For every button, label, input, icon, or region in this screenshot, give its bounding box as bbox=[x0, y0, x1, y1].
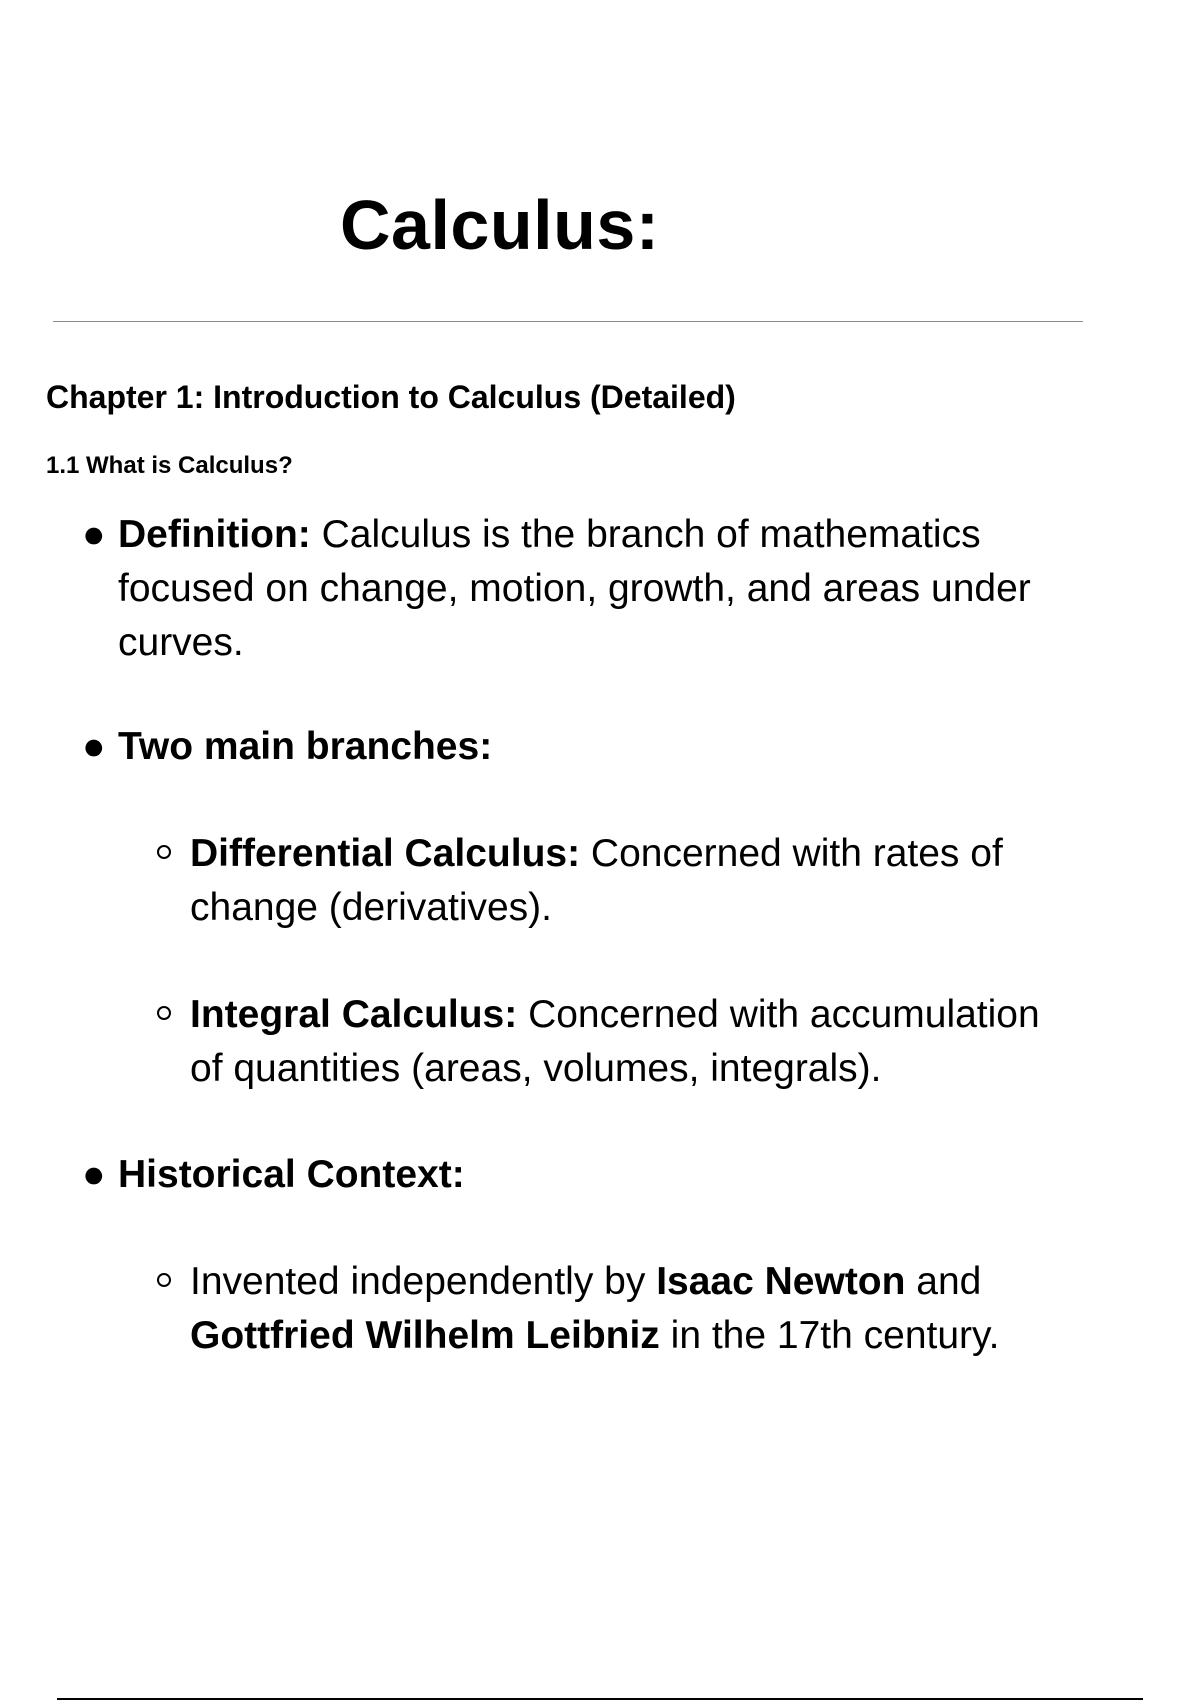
chapter-heading: Chapter 1: Introduction to Calculus (Detailed) bbox=[46, 379, 736, 415]
document-title: Calculus: bbox=[340, 186, 660, 264]
branches-label: Two main branches: bbox=[118, 725, 493, 768]
integral-text: Concerned with accumulation of quantities (areas, volumes, integrals). bbox=[190, 993, 1040, 1090]
invented-text-before: Invented independently by bbox=[190, 1260, 657, 1303]
section-heading: 1.1 What is Calculus? bbox=[46, 452, 293, 479]
list-item-branches bbox=[82, 720, 1078, 774]
integral-label: Integral Calculus: bbox=[190, 993, 518, 1036]
definition-label: Definition: bbox=[118, 513, 311, 556]
bullet-icon: ● bbox=[82, 513, 106, 556]
hollow-bullet-icon bbox=[157, 1006, 171, 1020]
bullet-icon: ● bbox=[82, 725, 106, 768]
hollow-bullet-icon bbox=[157, 845, 171, 859]
list-item-definition bbox=[82, 508, 1078, 670]
list-item-integral bbox=[190, 988, 1080, 1096]
history-label: Historical Context: bbox=[118, 1153, 465, 1196]
title-divider bbox=[53, 321, 1083, 322]
differential-text: Concerned with rates of change (derivatives). bbox=[190, 832, 1003, 929]
bullet-icon: ● bbox=[82, 1153, 106, 1196]
invented-text-after: in the 17th century. bbox=[659, 1314, 1000, 1357]
list-item-history bbox=[82, 1148, 1078, 1202]
newton-name: Isaac Newton bbox=[656, 1260, 906, 1303]
hollow-bullet-icon bbox=[157, 1273, 171, 1287]
definition-text: Calculus is the branch of mathematics focused on change, motion, growth, and areas under curves. bbox=[118, 513, 1031, 664]
differential-label: Differential Calculus: bbox=[190, 832, 581, 875]
invented-text-and: and bbox=[905, 1260, 982, 1303]
list-item-differential bbox=[190, 827, 1080, 935]
leibniz-name: Gottfried Wilhelm Leibniz bbox=[190, 1314, 660, 1357]
list-item-invented bbox=[190, 1255, 1080, 1363]
